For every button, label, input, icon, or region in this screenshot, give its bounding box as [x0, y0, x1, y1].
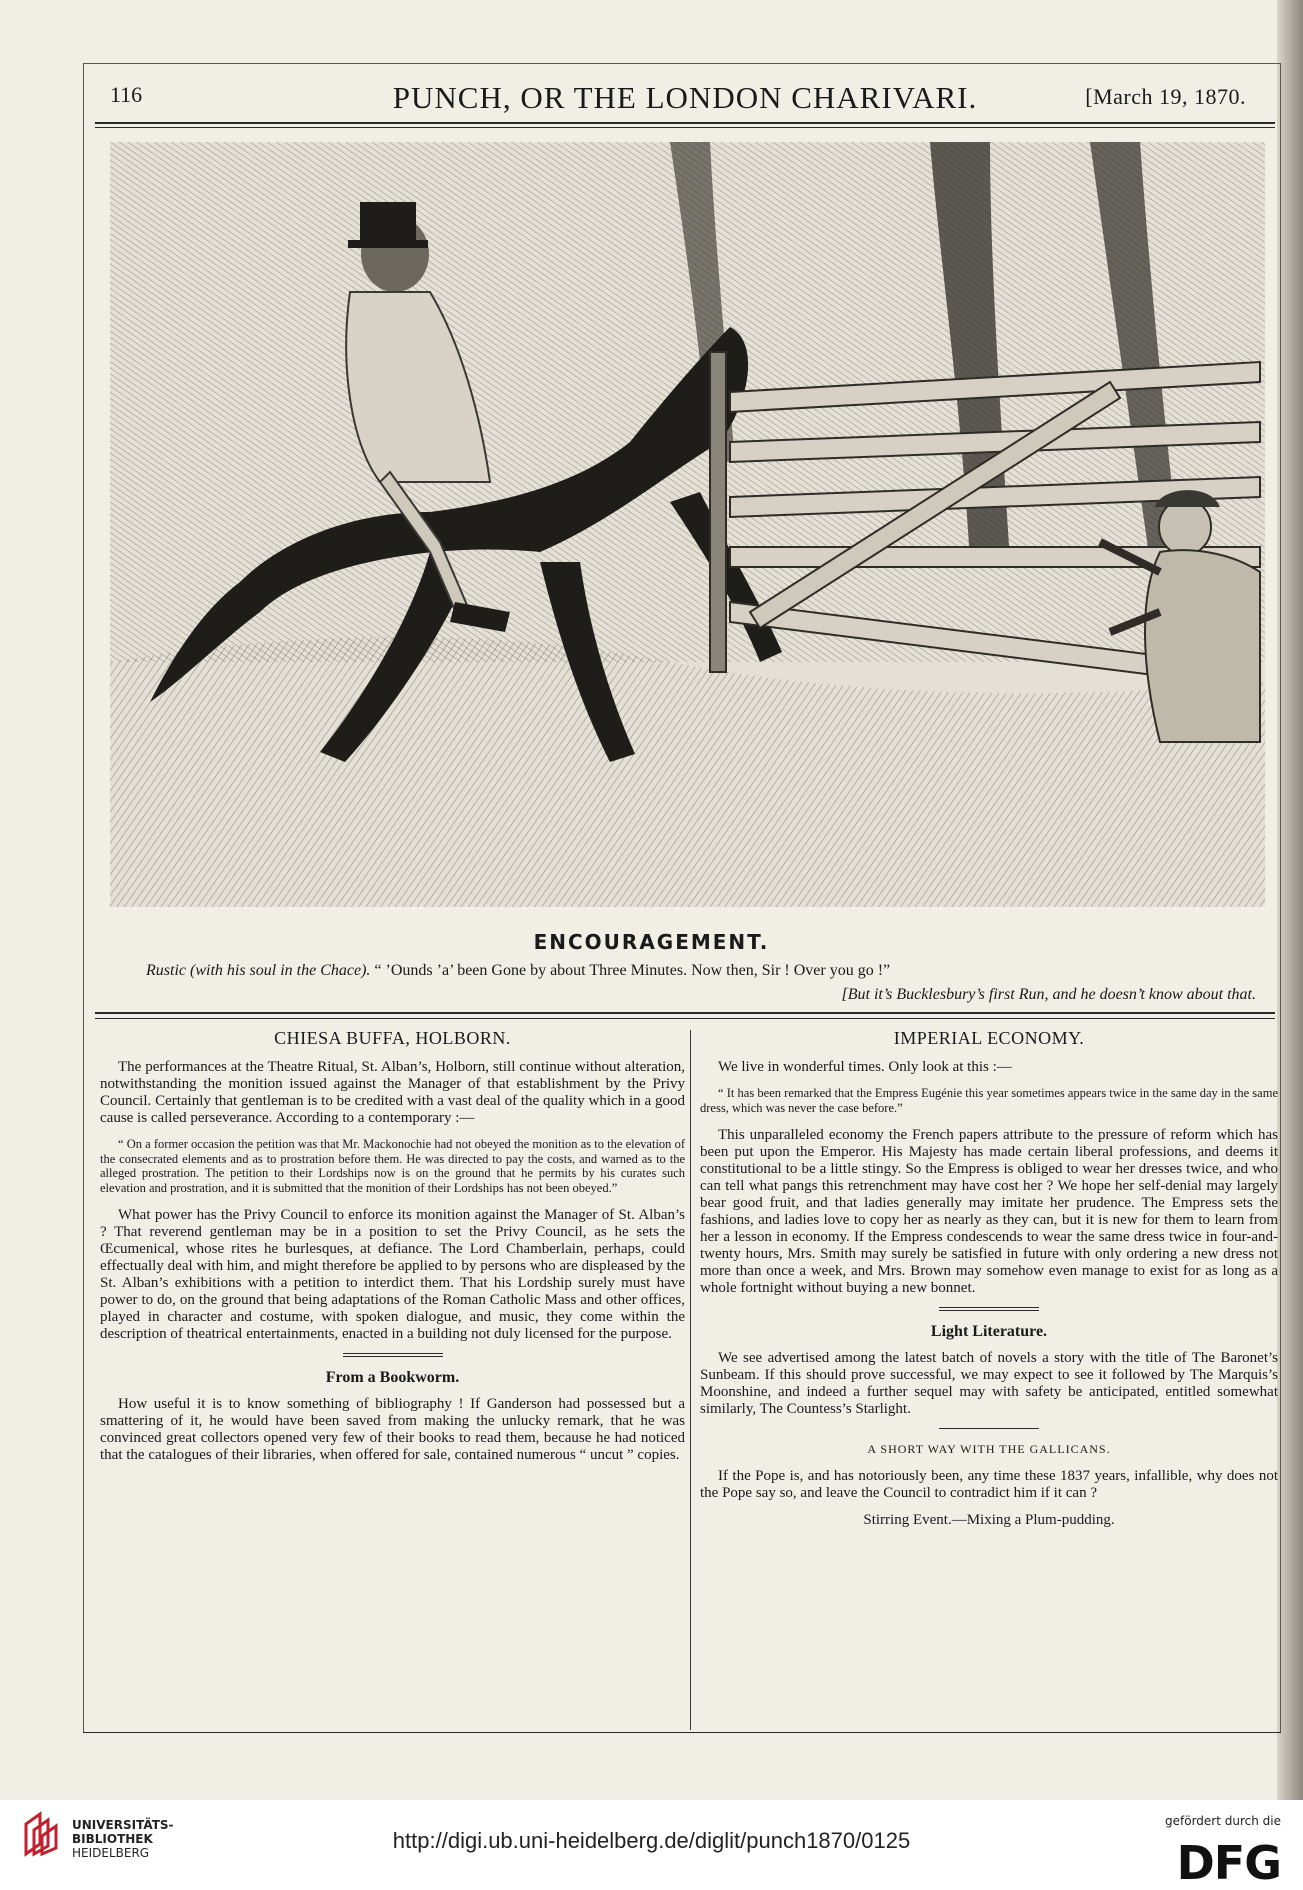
article-paragraph: How useful it is to know something of bibliography ! If Ganderson had possessed but a smattering of it, he would have been saved from making the unlucky remark, that he was convinced great collectors opened very few of their books to read them, because he had noticed that the catalogues of their libraries, when offered for sale, contained numerous “ uncut ” copies.	[100, 1396, 685, 1463]
article-heading: Light Literature.	[930, 1323, 1048, 1340]
article-heading: CHIESA BUFFA, HOLBORN.	[274, 1028, 511, 1048]
viewer-footer	[0, 1800, 1303, 1890]
bottom-rule	[83, 1732, 1281, 1733]
page-number: 116	[110, 82, 143, 107]
article-paragraph: Stirring Event.—Mixing a Plum-pudding.	[863, 1512, 1115, 1528]
caption-rule-thin	[95, 1018, 1275, 1019]
periodical-title: PUNCH, OR THE LONDON CHARIVARI.	[392, 80, 978, 115]
article-paragraph: What power has the Privy Council to enforce its monition against the Manager of St. Alban’s ? That reverend gentleman may be in a position to set the Privy Council, as he sets the Œcumenical, whose rites he burlesques, at defiance. The Lord Chamberlain, perhaps, could effectually deal with him, and might therefore be applied to by persons who are displeased by the St. Alban’s exhibitions with a petition to interdict them. That his Lordship surely must have power to do, on the ground that being adaptations of the Roman Catholic Mass and other offices, played in character and costume, with spoken dialogue, and music, they come within the description of theatrical entertainments, enacted in a building not duly licensed for the purpose.	[100, 1207, 685, 1342]
header-rule-thin	[95, 127, 1275, 128]
article-paragraph: This unparalleled economy the French papers attribute to the pressure of reform which has been put upon the Emperor. His Majesty has made certain liberal professions, and deems it constitutional to be a little stingy. So the Empress is obliged to wear her dresses twice, and who can tell what pangs this retrenchment may have cost her ? We hope her self-denial may largely bear good fruit, and that ladies generally may imitate her prudence. The Empress sets the fashions, and ladies love to copy her as nearly as they can, but it is new for them to learn from her a lesson in economy. If the Empress condescends to wear the same dress twice in four-and-twenty hours, Mrs. Smith may surely be satisfied in future with only ordering a new dress not more than once a week, and Mrs. Brown may somehow even manage to exist for as long as a whole fortnight without buying a new bonnet.	[700, 1127, 1278, 1296]
article-quote: “ On a former occasion the petition was that Mr. Mackonochie had not obeyed the monition as to the elevation of the consecrated elements and as to prostration before them. He was directed to pay the costs, and warned as to the alleged prostration. The petition to their Lordships now is on the ground that he permits by his curates such elevation and prostration, and it is submitted that the monition of their Lordships has not been obeyed.”	[100, 1137, 685, 1195]
section-rule	[939, 1428, 1039, 1429]
right-column	[700, 1030, 1278, 1539]
header-rule	[95, 122, 1275, 124]
engraving-image	[110, 142, 1265, 907]
article-paragraph: The performances at the Theatre Ritual, St. Alban’s, Holborn, still continue without alteration, notwithstanding the monition issued against the Manager of that establishment by the Privy Council. Certainly that gentleman is to be credited with a vast deal of the quality which in a good cause is called perseverance. According to a contemporary :—	[100, 1059, 685, 1126]
column-divider	[690, 1030, 691, 1730]
cartoon-caption	[146, 962, 1266, 980]
digital-object-url[interactable]: http://digi.ub.uni-heidelberg.de/diglit/punch1870/0125	[392, 1828, 911, 1853]
section-rule	[939, 1307, 1039, 1311]
article-heading: IMPERIAL ECONOMY.	[893, 1028, 1085, 1048]
cartoon-illustration	[110, 142, 1265, 907]
article-paragraph: If the Pope is, and has notoriously been, any time these 1837 years, infallible, why does not the Pope say so, and leave the Council to contradict him if it can ?	[700, 1468, 1278, 1501]
article-heading: A SHORT WAY WITH THE GALLICANS.	[867, 1442, 1111, 1456]
article-heading: From a Bookworm.	[325, 1369, 460, 1386]
issue-date: [March 19, 1870.	[1085, 84, 1246, 109]
cartoon-title: ENCOURAGEMENT.	[533, 930, 770, 954]
caption-speaker: Rustic (with his soul in the Chace).	[146, 962, 371, 979]
funding-label: gefördert durch die	[1165, 1814, 1281, 1828]
page-header	[110, 82, 1260, 118]
article-paragraph: We see advertised among the latest batch of novels a story with the title of The Baronet’s Sunbeam. If this should prove successful, we may expect to see it followed by The Marquis’s Moonshine, and indeed a further sequel may with safety be anticipated, entitled somewhat similarly, The Countess’s Starlight.	[700, 1350, 1278, 1417]
library-line: BIBLIOTHEK	[72, 1832, 153, 1846]
caption-quote: “ ’Ounds ’a’ been Gone by about Three Minutes. Now then, Sir ! Over you go !”	[374, 962, 891, 979]
article-quote: “ It has been remarked that the Empress Eugénie this year sometimes appears twice in the same day in the same dress, which was never the case before.”	[700, 1086, 1278, 1115]
library-line: UNIVERSITÄTS-	[72, 1818, 174, 1832]
dfg-logo: DFG	[1176, 1836, 1281, 1890]
section-rule	[343, 1353, 443, 1357]
article-paragraph: We live in wonderful times. Only look at this :—	[718, 1059, 1012, 1075]
left-column	[100, 1030, 685, 1474]
caption-note: [But it’s Bucklesbury’s first Run, and he doesn’t know about that.	[841, 986, 1256, 1003]
caption-rule	[95, 1012, 1275, 1014]
library-line: HEIDELBERG	[72, 1846, 150, 1860]
